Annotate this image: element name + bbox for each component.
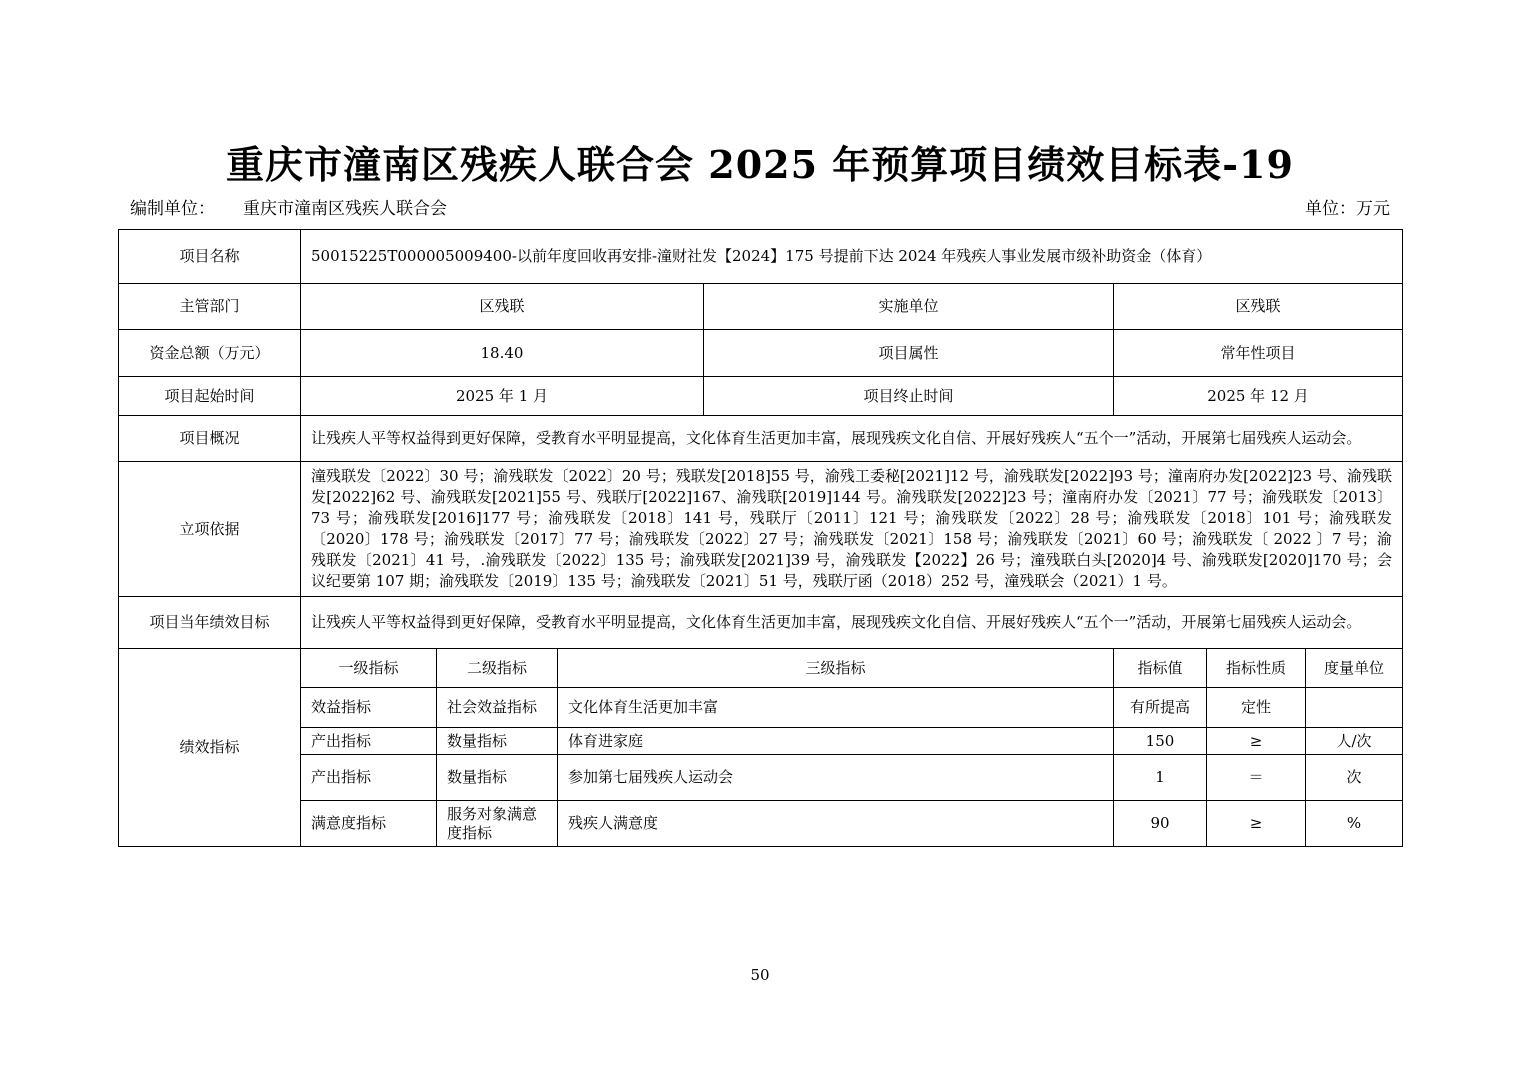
overview-value: 让残疾人平等权益得到更好保障，受教育水平明显提高，文化体育生活更加丰富，展现残疾文化自信、开展好残疾人“五个一”活动，开展第七届残疾人运动会。 — [301, 416, 1403, 462]
overview-label: 项目概况 — [119, 416, 301, 462]
indicator-unit — [1306, 688, 1403, 728]
impl-label: 实施单位 — [704, 284, 1114, 330]
page-number: 50 — [750, 966, 770, 984]
compiler-line — [130, 194, 447, 219]
compiler-label: 编制单位： — [130, 199, 215, 219]
indicator-level1: 产出指标 — [301, 728, 437, 755]
indicator-unit: 人/次 — [1306, 728, 1403, 755]
indicator-level1: 满意度指标 — [301, 801, 437, 847]
indicator-nature: ≥ — [1207, 728, 1306, 755]
header-level1: 一级指标 — [301, 649, 437, 688]
header-unit: 度量单位 — [1306, 649, 1403, 688]
goal-value: 让残疾人平等权益得到更好保障，受教育水平明显提高，文化体育生活更加丰富，展现残疾文化自信、开展好残疾人“五个一”活动，开展第七届残疾人运动会。 — [301, 597, 1403, 649]
end-value: 2025 年 12 月 — [1114, 377, 1403, 416]
indicator-row — [119, 755, 1403, 801]
header-nature: 指标性质 — [1207, 649, 1306, 688]
indicator-row — [119, 688, 1403, 728]
indicator-level2: 数量指标 — [437, 728, 558, 755]
indicator-value: 有所提高 — [1114, 688, 1207, 728]
start-label: 项目起始时间 — [119, 377, 301, 416]
project-name-label: 项目名称 — [119, 230, 301, 284]
basis-label: 立项依据 — [119, 462, 301, 597]
indicator-unit: % — [1306, 801, 1403, 847]
indicator-level3: 体育进家庭 — [558, 728, 1114, 755]
compiler-value: 重庆市潼南区残疾人联合会 — [243, 199, 447, 219]
page-title: 重庆市潼南区残疾人联合会 2025 年预算项目绩效目标表-19 — [226, 142, 1294, 187]
header-level3: 三级指标 — [558, 649, 1114, 688]
header-level2: 二级指标 — [437, 649, 558, 688]
dept-label: 主管部门 — [119, 284, 301, 330]
fund-label: 资金总额（万元） — [119, 330, 301, 377]
basis-value: 潼残联发〔2022〕30 号；渝残联发〔2022〕20 号；残联发[2018]55 号，渝残工委秘[2021]12 号，渝残联发[2022]93 号；潼南府办发[2022]23 号、渝残联发[2022]62 号、渝残联发[2021]55 号、残联厅[2022]167、渝残联[2019]144 号。渝残联发[2022]23 号；潼南府办发〔2021〕77 号；渝残联发〔2013〕73 号；渝残联发[2016]177 号；渝残联发〔2018〕141 号，残联厅〔2011〕121 号；渝残联发〔2022〕28 号；渝残联发〔2018〕101 号；渝残联发〔2020〕178 号；渝残联发〔2017〕77 号；渝残联发〔2022〕27 号；渝残联发〔2021〕158 号；渝残联发〔2021〕60 号；渝残联发〔 2022 〕7 号；渝残联发〔2021〕41 号，.渝残联发〔2022〕135 号；渝残联发[2021]39 号，渝残联发【2022】26 号；潼残联白头[2020]4 号、渝残联发[2020]170 号；会议纪要第 107 期；渝残联发〔2019〕135 号；渝残联发〔2021〕51 号，残联厅函（2018）252 号，潼残联会（2021）1 号。 — [301, 462, 1403, 597]
indicator-row — [119, 728, 1403, 755]
indicator-level1: 产出指标 — [301, 755, 437, 801]
indicator-nature: ≥ — [1207, 801, 1306, 847]
indicator-row — [119, 801, 1403, 847]
row-project-name — [119, 230, 1403, 284]
indicator-unit: 次 — [1306, 755, 1403, 801]
indicator-header-row — [119, 649, 1403, 688]
indicator-value: 90 — [1114, 801, 1207, 847]
indicator-level3: 参加第七届残疾人运动会 — [558, 755, 1114, 801]
header-value: 指标值 — [1114, 649, 1207, 688]
indicator-value: 150 — [1114, 728, 1207, 755]
perf-label: 绩效指标 — [119, 649, 301, 847]
indicator-nature: 定性 — [1207, 688, 1306, 728]
row-fund — [119, 330, 1403, 377]
start-value: 2025 年 1 月 — [301, 377, 704, 416]
fund-value: 18.40 — [301, 330, 704, 377]
indicator-level2: 数量指标 — [437, 755, 558, 801]
attr-value: 常年性项目 — [1114, 330, 1403, 377]
indicator-value: 1 — [1114, 755, 1207, 801]
attr-label: 项目属性 — [704, 330, 1114, 377]
row-goal — [119, 597, 1403, 649]
indicator-level3: 文化体育生活更加丰富 — [558, 688, 1114, 728]
unit-label: 单位：万元 — [1305, 199, 1390, 219]
end-label: 项目终止时间 — [704, 377, 1114, 416]
indicator-level1: 效益指标 — [301, 688, 437, 728]
indicator-nature: ＝ — [1207, 755, 1306, 801]
indicator-level2: 社会效益指标 — [437, 688, 558, 728]
indicator-level2: 服务对象满意度指标 — [437, 801, 558, 847]
indicator-level3: 残疾人满意度 — [558, 801, 1114, 847]
row-overview — [119, 416, 1403, 462]
row-department — [119, 284, 1403, 330]
performance-table — [118, 229, 1403, 847]
impl-value: 区残联 — [1114, 284, 1403, 330]
goal-label: 项目当年绩效目标 — [119, 597, 301, 649]
row-basis — [119, 462, 1403, 597]
project-name-value: 50015225T000005009400-以前年度回收再安排-潼财社发【2024】175 号提前下达 2024 年残疾人事业发展市级补助资金（体育） — [301, 230, 1403, 284]
dept-value: 区残联 — [301, 284, 704, 330]
row-time — [119, 377, 1403, 416]
